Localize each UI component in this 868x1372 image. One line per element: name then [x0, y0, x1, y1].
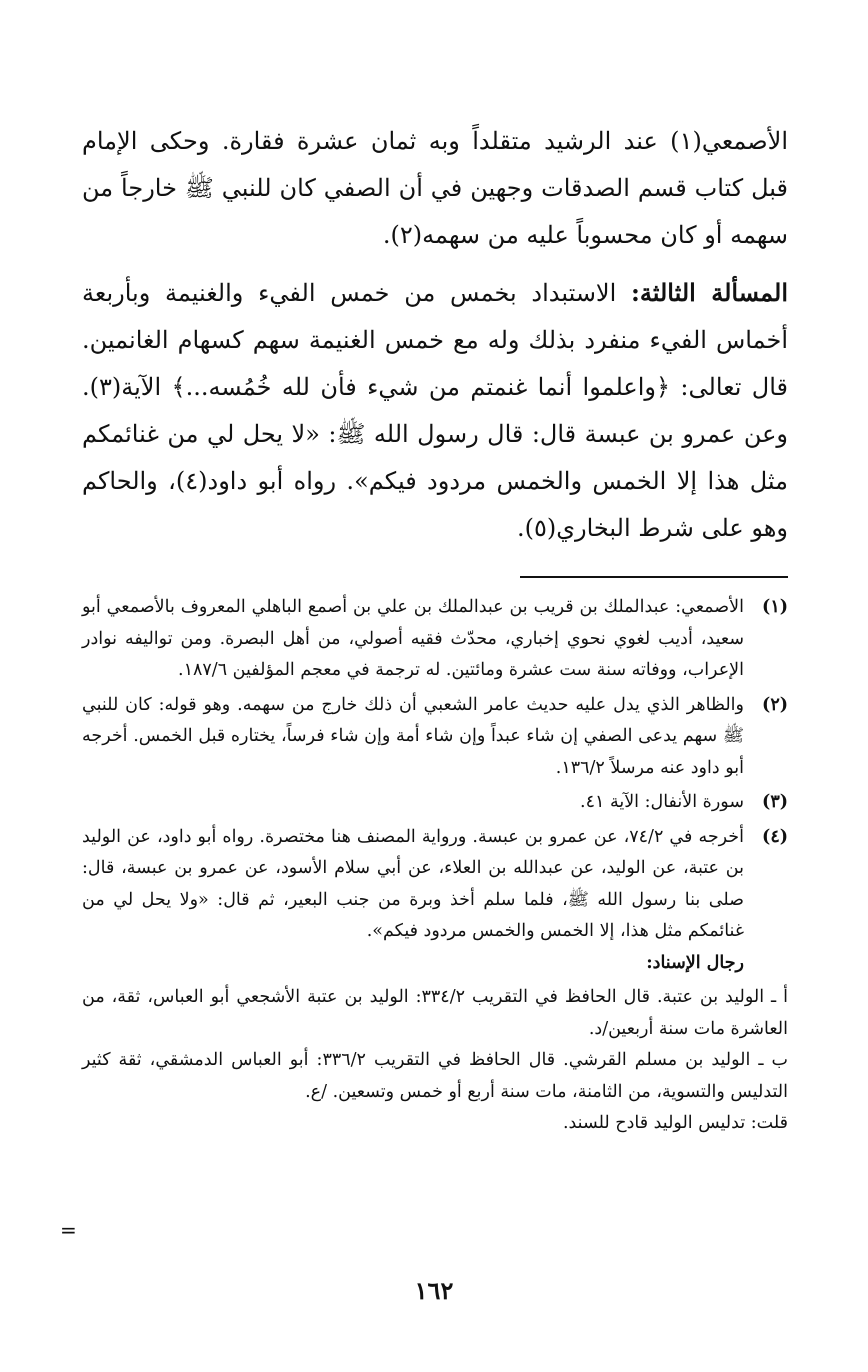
- footnote-separator: [520, 576, 788, 578]
- page-number: ١٦٢: [414, 1276, 454, 1305]
- footnote-4: [82, 822, 788, 980]
- section-heading: المسألة الثالثة:: [630, 278, 788, 307]
- narrator-item-b: ب ـ الوليد بن مسلم القرشي. قال الحافظ في التقريب ٣٣٦/٢: أبو العباس الدمشقي، ثقة كثير التدليس والتسوية، من الثامنة، مات سنة أربع أو خمس وتسعين. /ع.: [82, 1050, 788, 1102]
- footnote-number: (٤): [762, 826, 788, 847]
- footnote-1: [82, 592, 788, 687]
- footnote-number: (٣): [762, 792, 788, 812]
- main-paragraph-2-text: الاستبداد بخمس من خمس الفيء والغنيمة وبأربعة أخماس الفيء منفرد بذلك وله مع خمس الغنيمة سهم كسهام الغانمين. قال تعالى: ﴿واعلموا أنما غنمتم من شيء فأن لله خُمُسه...﴾ الآية(٣). وعن عمرو بن عبسة قال: قال رسول الله ﷺ: «لا يحل لي من غنائمكم مثل هذا إلا الخمس والخمس مردود فيكم». رواه أبو داود(٤)، والحاكم وهو على شرط البخاري(٥).: [82, 279, 789, 542]
- qultu-note: قلت: تدليس الوليد قادح للسند.: [562, 1113, 788, 1133]
- footnote-2: [82, 690, 788, 785]
- continuation-mark: =: [60, 1218, 77, 1242]
- footnote-text: الأصمعي: عبدالملك بن قريب بن عبدالملك بن علي بن أصمع الباهلي المعروف بالأصمعي أبو سعيد، أديب لغوي نحوي إخباري، محدّث فقيه أصولي، من أهل البصرة. ومن تواليفه نوادر الإعراب، ووفاته سنة ست عشرة ومائتين. له ترجمة في معجم المؤلفين ١٨٧/٦.: [82, 597, 744, 680]
- footnote-number: (٢): [762, 694, 788, 715]
- main-paragraph-1: الأصمعي(١) عند الرشيد متقلداً وبه ثمان عشرة فقارة. وحكى الإمام قبل كتاب قسم الصدقات وجهين في أن الصفي كان للنبي ﷺ خارجاً من سهمه أو كان محسوباً عليه من سهمه(٢).: [82, 127, 789, 249]
- narrator-item-a: أ ـ الوليد بن عتبة. قال الحافظ في التقريب ٣٣٤/٢: الوليد بن عتبة الأشجعي أبو العباس، ثقة، من العاشرة مات سنة أربعين/د.: [82, 987, 788, 1039]
- main-paragraph-2: [82, 269, 788, 552]
- footnote-number: (١): [762, 597, 788, 617]
- main-text: [82, 118, 788, 552]
- footnotes: [82, 592, 788, 1140]
- footnote-text: أخرجه في ٧٤/٢، عن عمرو بن عبسة. ورواية المصنف هنا مختصرة. رواه أبو داود، عن الوليد بن عتبة، عن الوليد، عن عبدالله بن العلاء، عن أبي سلام الأسود، عن عمرو بن عبسة، قال: صلى بنا رسول الله ﷺ، فلما سلم أخذ وبرة من جنب البعير، ثم قال: «ولا يحل لي من غنائمكم مثل هذا، إلا الخمس والخمس مردود فيكم».: [82, 826, 744, 941]
- footnote-3: [82, 787, 788, 819]
- footnote-text: سورة الأنفال: الآية ٤١.: [579, 792, 744, 812]
- footnote-text: والظاهر الذي يدل عليه حديث عامر الشعبي أن ذلك خارج من سهمه. وهو قوله: كان للنبي ﷺ سهم يدعى الصفي إن شاء عبداً وإن شاء أمة وإن شاء فرساً، يختاره قبل الخمس. أخرجه أبو داود عنه مرسلاً ١٣٦/٢.: [82, 694, 744, 778]
- rijal-heading: رجال الإسناد:: [646, 952, 744, 973]
